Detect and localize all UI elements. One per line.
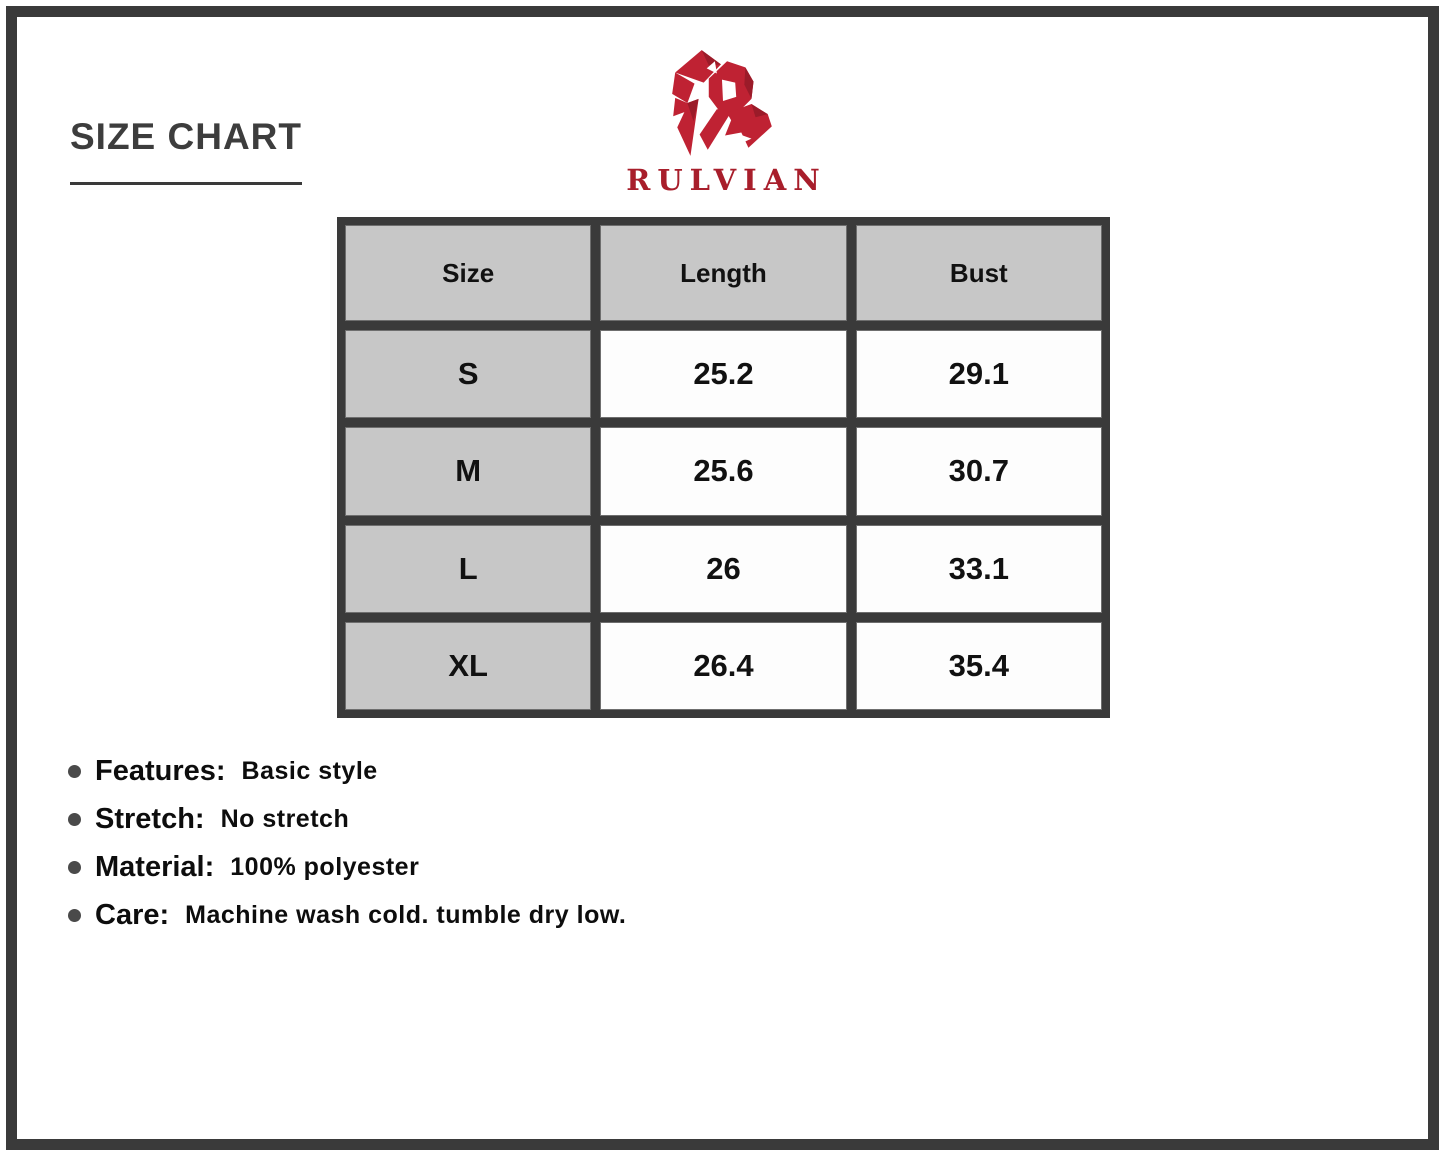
detail-value: Basic style [241, 756, 378, 785]
size-chart-table [337, 217, 1110, 718]
bullet-icon [68, 765, 81, 778]
detail-label: Care: [95, 898, 170, 931]
detail-value: 100% polyester [230, 852, 420, 881]
row-xl-bust-cell: 35.4 [856, 622, 1102, 710]
row-l-size-cell: L [345, 525, 591, 613]
brand-wordmark: RULVIAN [626, 163, 827, 197]
row-s-bust-cell: 29.1 [856, 330, 1102, 418]
row-xl-length-cell: 26.4 [600, 622, 846, 710]
row-m-bust-cell: 30.7 [856, 427, 1102, 515]
row-xl-size-cell: XL [345, 622, 591, 710]
row-l-length-cell: 26 [600, 525, 846, 613]
detail-label: Stretch: [95, 802, 205, 835]
page-title: SIZE CHART [70, 116, 302, 157]
detail-row-features [68, 754, 626, 788]
bullet-icon [68, 909, 81, 922]
column-header-bust: Bust [856, 225, 1102, 321]
detail-row-care [68, 898, 626, 932]
column-header-size: Size [345, 225, 591, 321]
bullet-icon [68, 813, 81, 826]
row-s-size-cell: S [345, 330, 591, 418]
detail-label: Material: [95, 850, 215, 883]
column-header-length: Length [600, 225, 846, 321]
product-details-list [68, 754, 626, 946]
title-underline [70, 182, 302, 185]
detail-value: No stretch [220, 804, 350, 833]
row-m-size-cell: M [345, 427, 591, 515]
row-s-length-cell: 25.2 [600, 330, 846, 418]
detail-row-material [68, 850, 626, 884]
detail-value: Machine wash cold. tumble dry low. [185, 900, 627, 929]
bullet-icon [68, 861, 81, 874]
brand-r-mark-icon [563, 48, 883, 160]
detail-row-stretch [68, 802, 626, 836]
row-m-length-cell: 25.6 [600, 427, 846, 515]
brand-logo [563, 48, 883, 197]
row-l-bust-cell: 33.1 [856, 525, 1102, 613]
detail-label: Features: [95, 754, 226, 787]
title-block [70, 116, 302, 185]
